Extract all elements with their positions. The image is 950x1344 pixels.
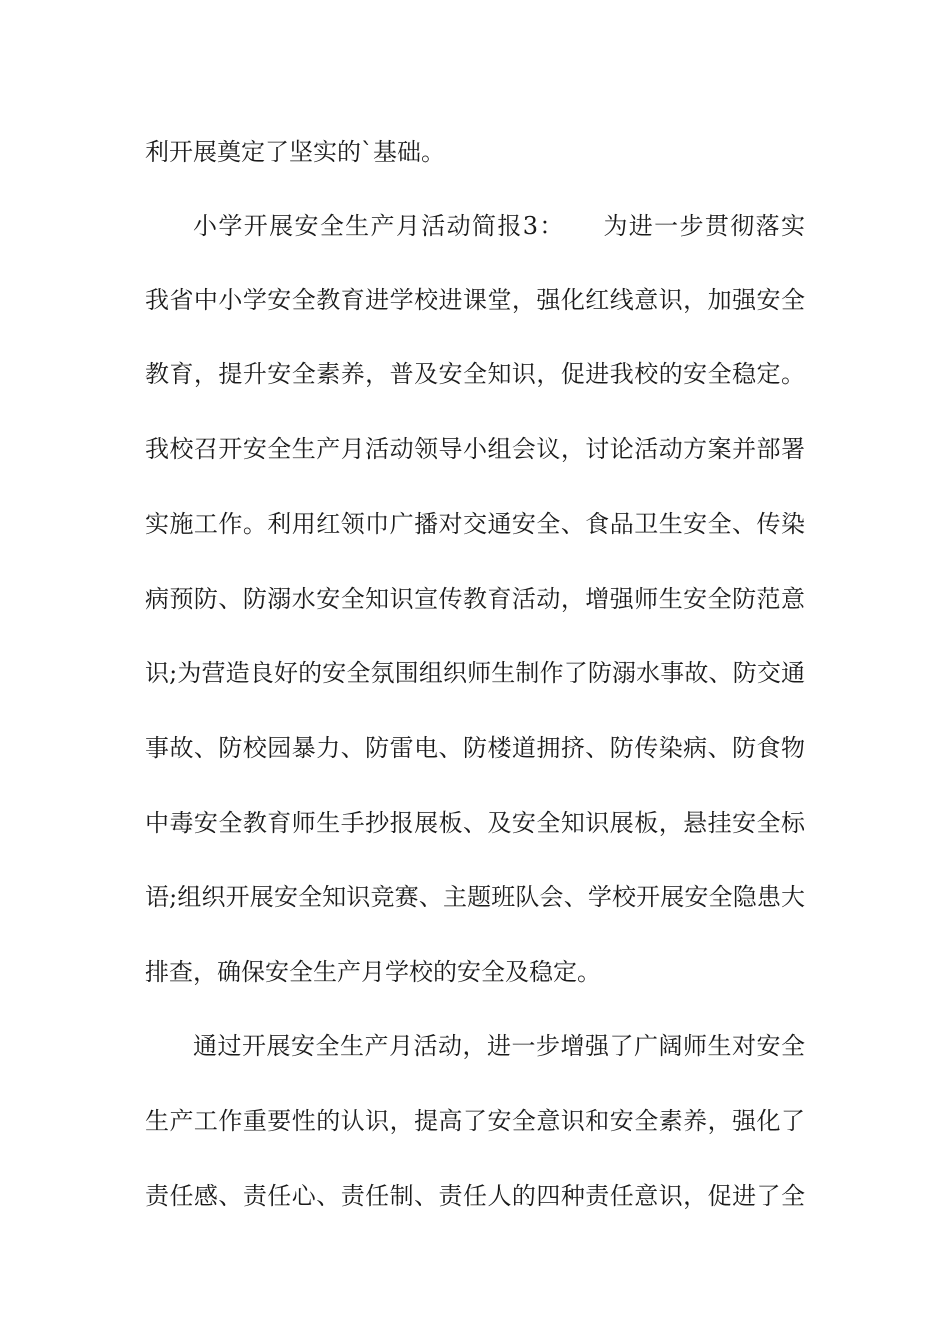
text-line-7: 病预防、防溺水安全知识宣传教育活动，增强师生安全防范意 bbox=[145, 585, 805, 613]
text-line-12: 排查，确保安全生产月学校的安全及稳定。 bbox=[145, 958, 601, 986]
text-line-15: 责任感、责任心、责任制、责任人的四种责任意识，促进了全 bbox=[145, 1182, 805, 1210]
text-line-9: 事故、防校园暴力、防雷电、防楼道拥挤、防传染病、防食物 bbox=[145, 734, 805, 762]
text-line-8: 识;为营造良好的安全氛围组织师生制作了防溺水事故、防交通 bbox=[145, 659, 805, 687]
text-line-11: 语;组织开展安全知识竞赛、主题班队会、学校开展安全隐患大 bbox=[145, 883, 805, 911]
text-line-3: 我省中小学安全教育进学校进课堂，强化红线意识，加强安全 bbox=[145, 286, 805, 314]
text-line-10: 中毒安全教育师生手抄报展板、及安全知识展板，悬挂安全标 bbox=[145, 809, 805, 837]
text-line-2: 小学开展安全生产月活动简报3： 为进一步贯彻落实 bbox=[193, 212, 805, 240]
text-line-14: 生产工作重要性的认识，提高了安全意识和安全素养，强化了 bbox=[145, 1107, 805, 1135]
text-line-4: 教育，提升安全素养，普及安全知识，促进我校的安全稳定。 bbox=[145, 360, 805, 388]
text-line-5: 我校召开安全生产月活动领导小组会议，讨论活动方案并部署 bbox=[145, 435, 805, 463]
text-line-6: 实施工作。利用红领巾广播对交通安全、食品卫生安全、传染 bbox=[145, 510, 805, 538]
text-line-13: 通过开展安全生产月活动，进一步增强了广阔师生对安全 bbox=[193, 1032, 805, 1060]
text-line-1: 利开展奠定了坚实的`基础。 bbox=[145, 138, 445, 166]
